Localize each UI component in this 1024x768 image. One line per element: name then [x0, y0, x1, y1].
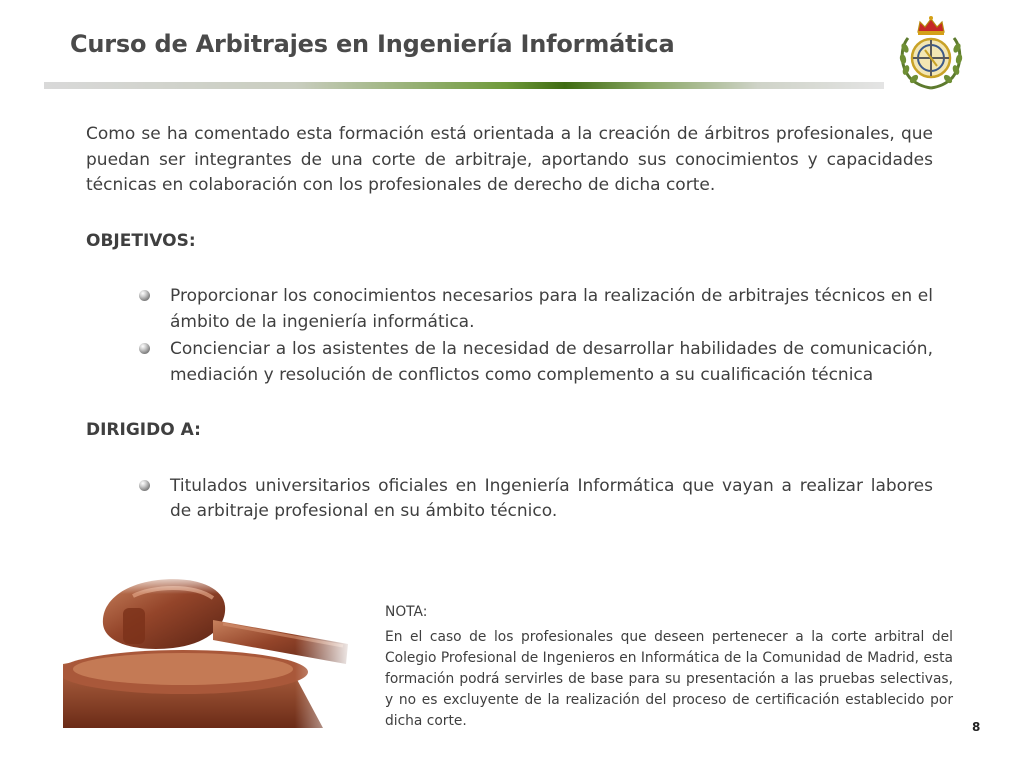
list-item: [86, 337, 933, 388]
title-divider: [44, 82, 884, 89]
gavel-photo: [63, 572, 355, 728]
slide-title: Curso de Arbitrajes en Ingeniería Informática: [70, 30, 675, 58]
audience-heading: DIRIGIDO A:: [86, 420, 201, 440]
objective-text: Concienciar a los asistentes de la necesidad de desarrollar habilidades de comunicación, mediación y resolución de conflictos como complemento a su cualificación técnica: [170, 339, 933, 385]
objectives-list: [86, 284, 933, 388]
sphere-bullet-icon: [139, 343, 150, 354]
objectives-heading: OBJETIVOS:: [86, 230, 196, 251]
intro-paragraph: Como se ha comentado esta formación está orientada a la creación de árbitros profesionales, que puedan ser integrantes de una corte de arbitraje, aportando sus conocimientos y capacidades técnicas en colaboración con los profesionales de derecho de dicha corte.: [86, 124, 933, 195]
page-number: 8: [972, 720, 981, 734]
note-box: [385, 602, 953, 732]
sphere-bullet-icon: [139, 290, 150, 301]
objective-text: Proporcionar los conocimientos necesarios para la realización de arbitrajes técnicos en el ámbito de la ingeniería informática.: [170, 286, 933, 332]
coat-of-arms-icon: [896, 14, 966, 92]
audience-text: Titulados universitarios oficiales en Ingeniería Informática que vayan a realizar labores de arbitraje profesional en su ámbito técnico.: [170, 475, 933, 521]
list-item: [86, 284, 933, 335]
note-label: NOTA:: [385, 604, 428, 620]
list-item: [86, 474, 933, 525]
sphere-bullet-icon: [139, 480, 150, 491]
note-text: En el caso de los profesionales que deseen pertenecer a la corte arbitral del Colegio Profesional de Ingenieros en Informática de la Comunidad de Madrid, esta formación podrá servirles de base para su presentación a las pruebas selectivas, y no es excluyente de la realización del proceso de certificación establecido por dicha corte.: [385, 629, 953, 729]
audience-list: [86, 474, 933, 525]
